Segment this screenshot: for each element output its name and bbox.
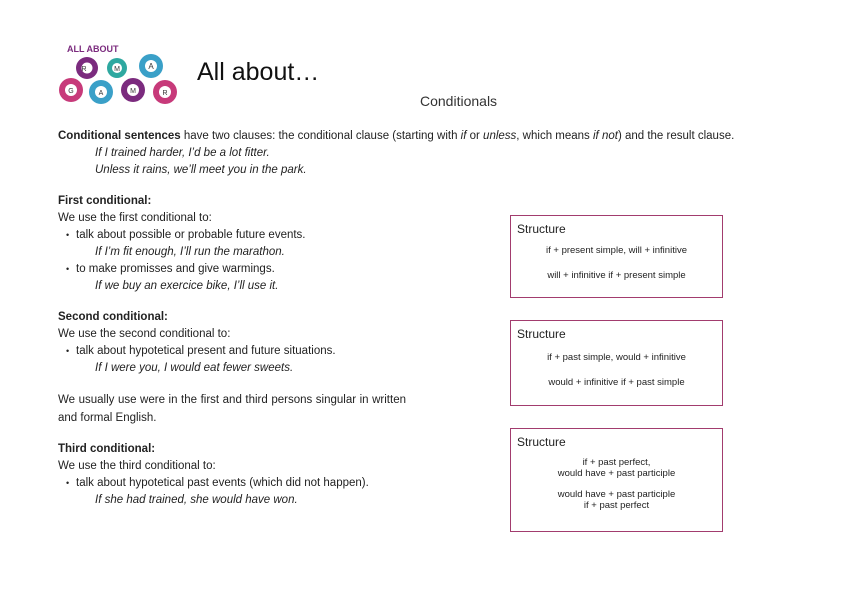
logo-arc-text: ALL ABOUT (67, 44, 119, 54)
structure-line: would have + past participle (557, 468, 676, 479)
svg-text:R: R (162, 90, 168, 97)
svg-text:R: R (81, 66, 87, 73)
svg-text:M: M (130, 88, 136, 95)
svg-text:A: A (148, 62, 154, 71)
structure-line: if + past perfect, (582, 457, 651, 468)
first-conditional-structure-box (510, 215, 723, 298)
list-item: • to make promisses and give warmings. (66, 261, 828, 278)
section-lead: We use the first conditional to: (58, 212, 212, 224)
svg-text:A: A (98, 90, 104, 97)
structure-line: would + infinitive if + past simple (548, 377, 685, 388)
box-title: Structure (517, 222, 566, 236)
structure-line: would have + past participle (557, 489, 676, 500)
page-subtitle: Conditionals (420, 93, 498, 109)
structure-line: if + past perfect (583, 500, 650, 511)
section-lead: We use the third conditional to: (58, 460, 216, 472)
structure-line: if + past simple, would + infinitive (547, 352, 686, 363)
third-conditional-structure-box (510, 428, 723, 532)
all-about-grammar-logo (57, 40, 185, 112)
section-lead: We use the second conditional to: (58, 328, 231, 340)
box-title: Structure (517, 435, 566, 449)
gear-icon (59, 54, 177, 104)
intro-paragraph: Conditional sentences have two clauses: the conditional clause (starting with if or unless, which means if not) and the result clause. (58, 130, 735, 142)
example-sentence: If we buy an exercice bike, I’ll use it. (95, 280, 279, 292)
section-heading: First conditional: (58, 195, 152, 207)
example-sentence: If I’m fit enough, I’ll run the marathon. (95, 246, 285, 258)
list-item: • talk about possible or probable future events. (66, 227, 828, 244)
second-conditional-structure-box (510, 320, 723, 406)
box-title: Structure (517, 327, 566, 341)
example-sentence: If I were you, I would eat fewer sweets. (95, 362, 294, 374)
section-heading: Third conditional: (58, 443, 156, 455)
svg-text:M: M (114, 66, 120, 73)
svg-text:G: G (68, 88, 74, 95)
structure-line: will + infinitive if + present simple (547, 270, 686, 281)
section-heading: Second conditional: (58, 311, 168, 323)
example-sentence: If I trained harder, I’d be a lot fitter. (95, 147, 270, 159)
page-title: All about… (197, 58, 320, 86)
usage-note: We usually use were in the first and third persons singular in written and formal English. (58, 394, 406, 424)
example-sentence: Unless it rains, we’ll meet you in the park. (95, 164, 307, 176)
example-sentence: If she had trained, she would have won. (95, 494, 298, 506)
list-item: • talk about hypotetical present and future situations. (66, 343, 828, 360)
structure-line: if + present simple, will + infinitive (546, 245, 687, 256)
list-item: • talk about hypotetical past events (which did not happen). (66, 475, 828, 492)
